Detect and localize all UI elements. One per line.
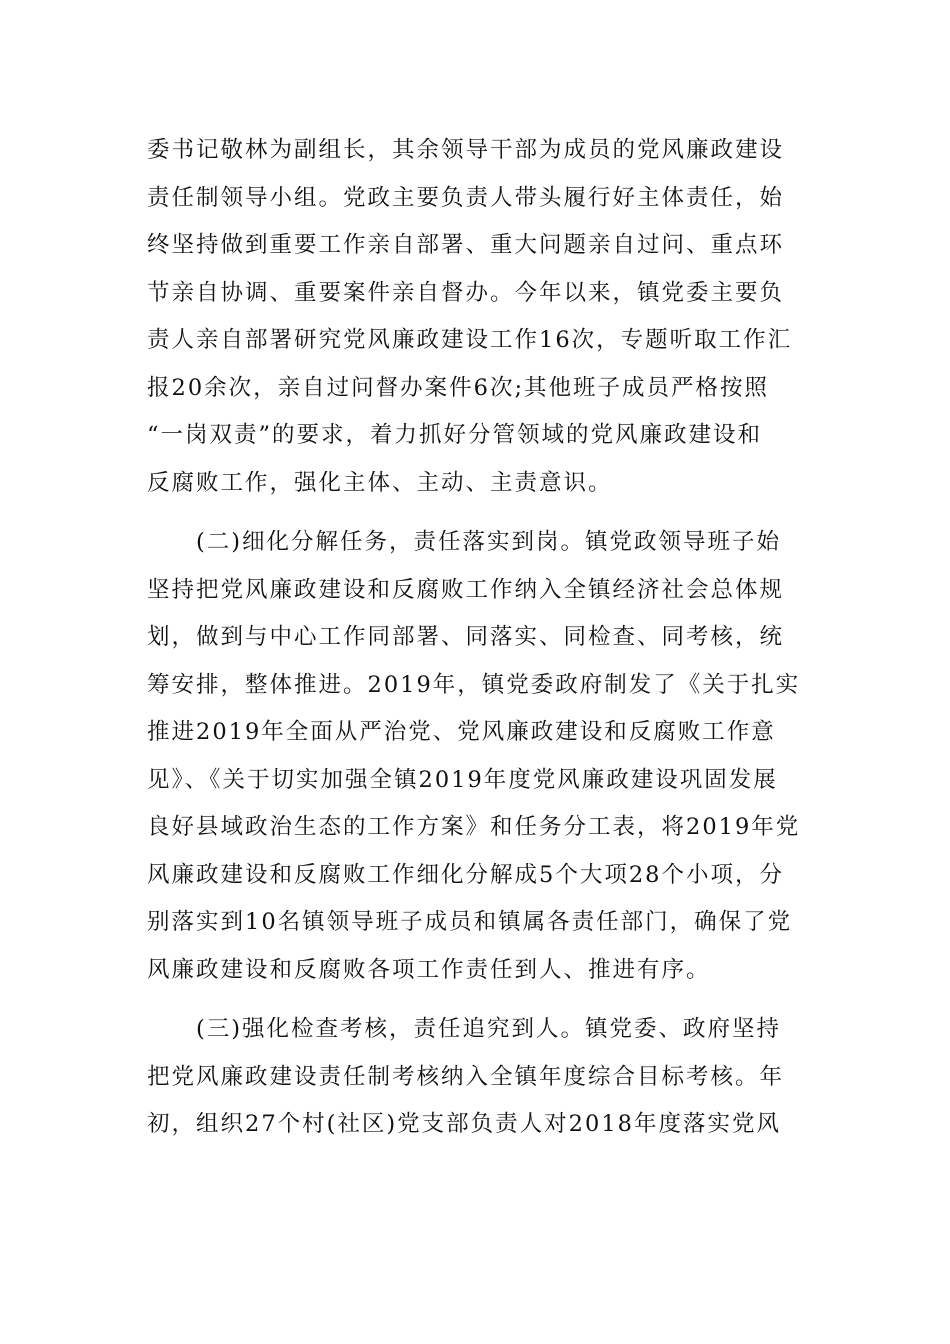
text-line: 终坚持做到重要工作亲自部署、重大问题亲自过问、重点环 bbox=[147, 232, 785, 258]
text-line: 筹安排，整体推进。2019年，镇党委政府制发了《关于扎实 bbox=[147, 671, 801, 698]
text-line: 反腐败工作，强化主体、主动、主责意识。 bbox=[147, 469, 613, 496]
text-line: 把党风廉政建设责任制考核纳入全镇年度综合目标考核。年 bbox=[147, 1063, 785, 1090]
text-line: 初，组织27个村(社区)党支部负责人对2018年度落实党风 bbox=[147, 1111, 781, 1137]
text-line: 节亲自协调、重要案件亲自督办。今年以来，镇党委主要负 bbox=[147, 279, 785, 306]
text-line: 坚持把党风廉政建设和反腐败工作纳入全镇经济社会总体规 bbox=[147, 576, 785, 603]
text-line: (三)强化检查考核，责任追究到人。镇党委、政府坚持 bbox=[147, 1016, 782, 1042]
text-line: 别落实到10名镇领导班子成员和镇属各责任部门，确保了党 bbox=[147, 909, 793, 935]
paragraph-1 bbox=[147, 127, 807, 507]
document-body bbox=[147, 127, 807, 1149]
paragraph-3 bbox=[147, 1006, 807, 1149]
text-line: 划，做到与中心工作同部署、同落实、同检查、同考核，统 bbox=[147, 624, 785, 650]
text-line: 责任制领导小组。党政主要负责人带头履行好主体责任，始 bbox=[147, 184, 785, 211]
paragraph-2 bbox=[147, 519, 807, 994]
text-line: (二)细化分解任务，责任落实到岗。镇党政领导班子始 bbox=[147, 529, 782, 555]
text-line: 见》、《关于切实加强全镇2019年度党风廉政建设巩固发展 bbox=[147, 766, 778, 793]
text-line: “一岗双责”的要求，着力抓好分管领域的党风廉政建设和 bbox=[147, 422, 763, 448]
text-line: 报20余次，亲自过问督办案件6次;其他班子成员严格按照 bbox=[147, 374, 770, 401]
text-line: 推进2019年全面从严治党、党风廉政建设和反腐败工作意 bbox=[147, 719, 776, 745]
text-line: 风廉政建设和反腐败工作细化分解成5个大项28个小项，分 bbox=[147, 861, 784, 888]
text-line: 责人亲自部署研究党风廉政建设工作16次，专题听取工作汇 bbox=[147, 327, 793, 353]
text-line: 良好县域政治生态的工作方案》和任务分工表，将2019年党 bbox=[147, 814, 801, 840]
text-line: 风廉政建设和反腐败各项工作责任到人、推进有序。 bbox=[147, 956, 711, 983]
paragraph-gap bbox=[147, 994, 807, 1006]
text-line: 委书记敬林为副组长，其余领导干部为成员的党风廉政建设 bbox=[147, 137, 785, 163]
paragraph-gap bbox=[147, 507, 807, 519]
